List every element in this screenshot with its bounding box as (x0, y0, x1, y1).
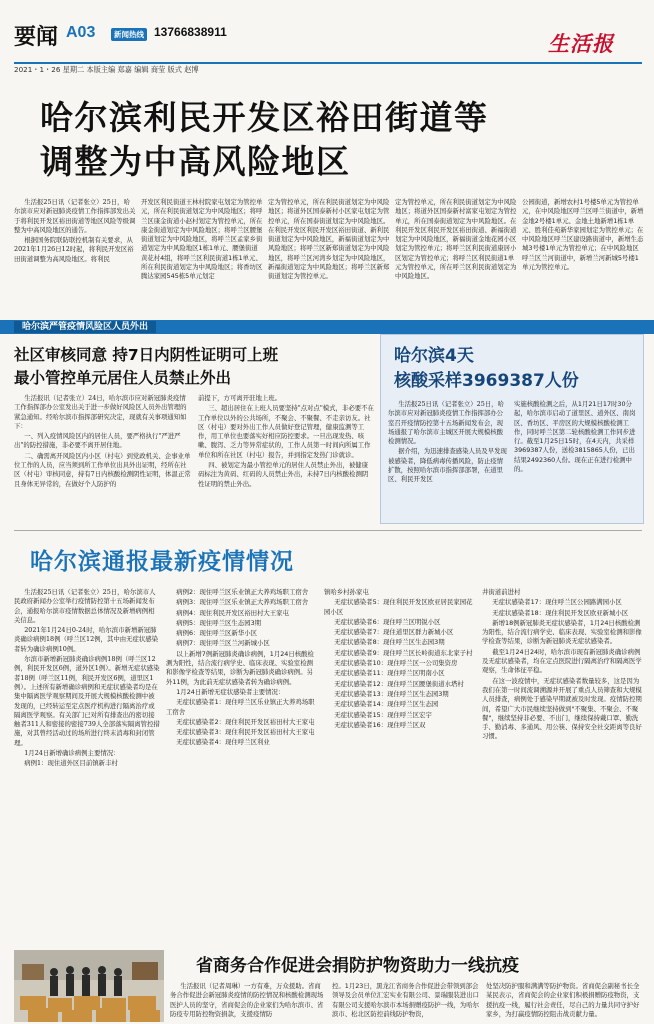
report-para: 1月24日新增无症状感染者主要情况： (176, 687, 285, 696)
report-col-4 (482, 588, 642, 948)
community-para: 二、确需离开风险区内小区（村屯）到党政机关、企事业单位工作的人员，应当须到所工作单位出具外出证明，经所在社区（村屯）审核同意，持有7日内核酸检测阴性证明，体温正常且身体无异常的，在做好个人防护的 (14, 451, 191, 488)
report-col-2 (166, 588, 318, 948)
section-title: 要闻 (14, 25, 59, 50)
report-para: 无症状感染者4：现住呼兰区利业 (176, 738, 270, 747)
report-para: 无症状感染者7：现住道里区群力新城小区 (334, 628, 454, 637)
lead-para: 定为管控单元，所在利民街道划定为中风险地区；将道外区国泰新村小区家屯划定为管控单元，所在国泰街道划定为中风险地区。在利民开发区利民开发区裕田街道、新利民街道划定为中风险地区，新福街道划定为中风险地区；将呼兰区新郑街道划定为中风险地区，将呼兰区河湾乡划定为中风险地区，新福街道划定为中风险地区；将呼兰区新郑街道划定为管控单元。 (268, 198, 390, 281)
report-para: 尔滨市新增新冠肺炎确诊病例18例（呼兰区12例，利民开发区6例，道外区1例）。新增无症状感染者18例（呼兰区11例，利民开发区6例，道里区1例）。上述所有新增确诊病例和无症状感染者均是在集中隔离医学观察期间及开展大规模核酸检测中被发现的，已经转运至定点医疗机构进行隔离治疗或隔离医学观察。有关部门已对所有排查出的密切接触者311人和密接的密接739人全部落实隔离管控措施，对其曾经活动过的场所进行终末消毒和封闭管理。 (14, 655, 160, 747)
report-col-3 (324, 588, 476, 948)
nucleic-col-2 (514, 400, 636, 518)
report-para: 1月24日新增确诊病例主要情况： (24, 749, 120, 758)
report-para: 无症状感染者14：现住呼兰区生态园 (334, 700, 439, 709)
donation-col-3 (486, 982, 642, 1022)
lead-col-1 (14, 198, 136, 314)
nucleic-col-1 (388, 400, 508, 518)
report-col-1 (14, 588, 160, 948)
report-para: 在这一波疫情中，无症状感染者数量较多，这是因为我们在第一时间流调溯源并开展了重点人员筛查和大规模人员排查，病例处于感染早期就被及时发现。疫情防控期间，希望广大市民继续坚持做到"不聚集、不聚会、不聚餐"，继续坚持非必要、不出门，继续保持戴口罩、勤洗手、勤消毒、多通风、用公筷、保持安全社交距离等良好习惯。 (482, 676, 642, 741)
report-para: 病例7：现住呼兰区兰河新城小区 (176, 639, 270, 648)
nucleic-para: 生活报25日讯（记者张立）25日，哈尔滨市应对新冠肺炎疫情工作指挥部办公室召开疫情防控第十五场新闻发布会，现场通报了哈尔滨市主城区开展大规模核酸检测情况。 (388, 400, 504, 446)
date-line: 2021・1・26 星期二 本版主编 郑嘉 编辑 商莹 版式 赵博 (14, 65, 199, 74)
report-para: 病例4：现住利民开发区裕田村大王家屯 (176, 608, 289, 617)
donation-para: 处坚决防护服和满满等防护物资。省商促会副秘书长全某民表示，省商促会的企业家们积极捐赠防疫物资，支援抗疫一线，履行社会责任，尽自己的力量共同守护好家乡，为打赢疫情防控阻击战贡献力量。 (486, 982, 640, 1018)
donation-para: 生活报讯（记者周琳）一方有难，万众援助。省商务合作促进会新冠肺炎疫情的防控情况和核酸检测现场医护人员的坚守，省商促会的企业家们为哈尔滨市、省防疫专用防控物资捐款，支援疫情防 (170, 982, 324, 1018)
report-para: 无症状感染者5：现住利民开发区欧亚居民家园花园小区 (324, 598, 473, 616)
report-para: 无症状感染者6：现住呼兰区明锐小区 (334, 617, 441, 626)
lead-para: 开发区利民街道王林村院家屯划定为管控单元，所在利民街道划定为中风险地区；将呼兰区康金街道小赵村划定为管控单元，所在康金街道划定为中风险地区；将呼兰区腰堡街道划定为中风险地区，将呼兰区孟家乡街道划定为中风险地区1栋1单元、腰堡街道黄花村4组，将呼兰区利民街道1栋1单元、所在利民街道划定为中风险地区；将香坊区腾达家园545栋5单元划定 (141, 198, 263, 281)
nucleic-headline-line2: 核酸采样3969387人份 (394, 371, 579, 391)
lead-col-4 (395, 198, 517, 314)
lead-col-3 (268, 198, 390, 314)
community-headline-line1: 社区审核同意 持7日内阴性证明可上班 (14, 346, 279, 364)
report-para: 以上新增7例新冠肺炎确诊病例，1月24日核酸检测为阳性，结合流行病学史、临床表现、实验室检测和影像学检查等结果，诊断为新冠肺炎确诊病例。另外11例，为此前无症状感染者转为确诊病例。 (166, 649, 314, 686)
report-para: 2021年1月24日0-24时，哈尔滨市新增新冠肺炎确诊病例18例（呼兰区12例，其中由无症状感染者转为确诊病例10例。 (14, 626, 159, 653)
lead-col-2 (141, 198, 263, 314)
lead-headline-line1: 哈尔滨利民开发区裕田街道等 (40, 98, 489, 137)
divider (14, 530, 642, 531)
section-band-label: 哈尔滨严管疫情风险区人员外出 (14, 321, 156, 333)
lead-headline (40, 96, 489, 184)
report-para: 无症状感染者2：现住利民开发区裕田村大王家屯 (176, 717, 315, 726)
community-para: 三、超出居住在上班人员要坚持"点对点"模式，非必要不在工作单位以外的公共场所，不聚会、不聚餐、不走亲访友。社区（村屯）要对外出工作人员做好登记管理，健康监测等工作，用工单位也要落实好相应防控要求。一旦出现发热、咳嗽、腹泻、乏力等异常症状的，工作人员第一时间向所属工作单位和所在社区（村屯）报告，并到指定发热门诊就诊。 (198, 404, 374, 459)
lead-para: 公园街道，新增农村1号楼5单元为管控单元，在中风险地区呼兰区呼兰街道中，新增金地2号楼1单元、金地土地新增1栋1单元、胜利佳苑新华家园划定为管控单元；在中风险地区呼兰区建设路街道中，新增生态城3号楼1单元为管控单元；在中风险地区呼兰区兰河街道中，新增兰河新城5号楼1单元为管控单元。 (522, 198, 644, 272)
report-para: 病例1：现住道外区目前镇新丰村 (24, 759, 118, 768)
report-para: 井街道前进村 (482, 588, 521, 596)
donation-col-2 (332, 982, 480, 1022)
community-headline-line2: 最小管控单元居住人员禁止外出 (14, 369, 232, 387)
masthead-rule (14, 62, 642, 64)
nucleic-headline (394, 344, 579, 394)
report-para: 无症状感染者1：现住呼兰区乐业镇正大养鸡场职工宿舍 (166, 698, 315, 716)
community-para: 四、被划定为最小管控单元的居住人员禁止外出，被健康码标注为黄码、红码的人员禁止外出，未持7日内核酸检测阴性证明的禁止外出。 (198, 461, 369, 488)
report-para: 无症状感染者10：现住呼兰区一公司集资房 (334, 659, 458, 668)
lead-para: 根据国务院联防联控机制有关要求，从2021年1月26日12时起，将利民开发区裕田街道调整为高风险地区。将利民 (14, 236, 134, 263)
report-para: 病例3：现住呼兰区乐业镇正大养鸡场职工宿舍 (176, 598, 309, 607)
report-headline: 哈尔滨通报最新疫情情况 (30, 549, 294, 575)
nucleic-para: 据介绍，为迅速排查感染人员及早发现被感染者，降低病毒传播风险，防止疫情扩散，按照哈尔滨市指挥部部署，在道里区、利民开发区 (388, 447, 507, 484)
report-para: 生活报25日讯（记者张立）25日，哈尔滨市人民政府新闻办公室举行疫情防控第十五场新闻发布会，通报哈尔滨市疫情数据总体情况及新增病例相关信息。 (14, 588, 156, 624)
community-para: 前提下，方可离开驻地上班。 (198, 394, 282, 402)
hotline-number: 13766838911 (154, 25, 227, 39)
community-col-1 (14, 394, 192, 522)
report-para: 新增18例新冠肺炎无症状感染者，1月24日核酸检测为阳性，结合流行病学史、临床表现、实验室检测和影像学检查等结果，诊断为新冠肺炎无症状感染者。 (482, 618, 642, 646)
donation-para: 控。1月23日，黑龙江省商务合作促进会带领到部会领导及会员单位汇宏实业有限公司、景瑞服装进出口有限公司支援哈尔滨市本场捐赠疫防护一线，为哈尔滨市、松北区防控前线防护物资， (332, 982, 479, 1018)
nucleic-headline-line1: 哈尔滨4天 (394, 346, 474, 366)
report-para: 病例2：现住呼兰区乐业镇正大养鸡场职工宿舍 (176, 588, 309, 596)
community-headline (14, 344, 278, 390)
report-para: 无症状感染者8：现住呼兰区生态园3期 (334, 638, 445, 647)
report-para: 无症状感染者13：现住呼兰区生态园3期 (334, 689, 449, 698)
report-para: 无症状感染者18：现住利民开发区欧亚新城小区 (492, 608, 629, 617)
donation-col-1 (170, 982, 326, 1022)
lead-para: 定为管控单元，所在利民街道划定为中风险地区；将道外区国泰新村富家屯划定为管控单元，所在国泰街道划定为中风险地区。在利民开发区利民开发区裕田街道、新福街道划定为中风险地区，新福街道金地花园小区划定为管控单元；将呼兰区利民街道康居小区划定为管控单元；将呼兰区利民街道1单元为管控单元，所在呼兰区利民街道划定为中风险地区。 (395, 198, 517, 281)
report-para: 无症状感染者12：现住呼兰区腰堡街道水塔村 (334, 679, 464, 688)
report-para: 无症状感染者16：现住呼兰区双 (334, 720, 426, 729)
community-col-2 (198, 394, 374, 522)
lead-para: 生活报25日讯（记者张立）25日，哈尔滨市应对新冠肺炎疫情工作指挥部发出关于将利民开发区裕田街道等地区风险等级调整为中高风险地区的通告。 (14, 198, 136, 234)
page-number: A03 (66, 24, 96, 41)
donation-headline: 省商务合作促进会捐防护物资助力一线抗疫 (196, 956, 519, 976)
lead-col-5 (522, 198, 644, 314)
hotline-badge: 新闻热线 (111, 28, 147, 41)
nucleic-para: 实施核酸检测之后，从1月21日17时30分起，哈尔滨市启动了道里区、道外区、南岗区、香坊区、平房区的大规模核酸检测工作，同时呼兰区第二轮核酸检测工作同步进行。截至1月25日15时，在4天内，共采样3969387人份，送检3815865人份，已出结果2492360人份。现在正在进行检测中的。 (514, 400, 636, 474)
report-para: 无症状感染者11：现住呼兰区明南小区 (334, 669, 445, 678)
donation-photo-image (14, 950, 164, 1022)
donation-photo (14, 950, 164, 1022)
report-para: 病例6：现住呼兰区新华小区 (176, 629, 257, 638)
paper-logo: 生活报 (548, 32, 614, 56)
report-para: 病例5：现住呼兰区生态园3期 (176, 618, 262, 627)
community-para: 一、列入疫情风险区内的居住人员，要严格执行"严进严出"的防控措施，非必要不离开居住地。 (14, 432, 181, 450)
lead-headline-line2: 调整为中高风险地区 (40, 142, 351, 181)
report-para: 无症状感染者17：现住呼兰区公园路满园小区 (492, 598, 622, 607)
community-para: 生活报讯（记者张立）24日，哈尔滨市应对新冠肺炎疫情工作指挥部办公室发出关于进一步做好风险区人员外出管理的紧急通知。经哈尔滨市指挥部研究决定，现就有关事项通知如下： (14, 394, 187, 430)
report-para: 截至1月24日24时，哈尔滨市现有新冠肺炎确诊病例及无症状感染者，均在定点医院进行隔离治疗和隔离医学观察，生命体征平稳。 (482, 647, 642, 675)
report-para: 无症状感染者3：现住利民开发区裕田村大王家屯 (176, 728, 315, 737)
report-para: 镇哈乡村孙家屯 (324, 588, 369, 596)
report-para: 无症状感染者9：现住呼兰区长岭街道东北家子村 (334, 648, 473, 657)
report-para: 无症状感染者15：现住呼兰区宏宇 (334, 710, 432, 719)
